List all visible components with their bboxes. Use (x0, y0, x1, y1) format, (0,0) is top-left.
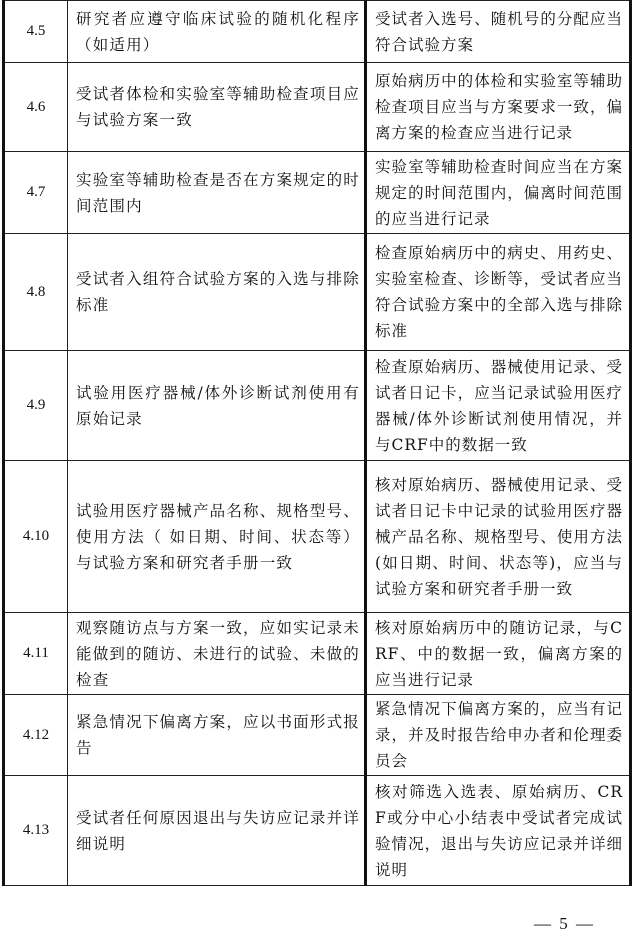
page-number: — 5 — (534, 914, 595, 933)
table-row (4, 63, 631, 152)
inspection-method: 原始病历中的体检和实验室等辅助检查项目应当与方案要求一致，偏离方案的检查应当进行记录 (375, 72, 623, 142)
inspection-method: 检查原始病历中的病史、用药史、实验室检查、诊断等，受试者应当符合试验方案中的全部入选与排除标准 (375, 244, 623, 340)
inspection-item: 受试者入组符合试验方案的入选与排除标准 (76, 270, 360, 314)
inspection-method: 核对原始病历中的随访记录，与CRF、中的数据一致，偏离方案的应当进行记录 (375, 618, 623, 689)
inspection-method: 受试者入选号、随机号的分配应当符合试验方案 (375, 9, 623, 54)
item-number: 4.13 (4, 776, 68, 886)
inspection-item: 实验室等辅助检查是否在方案规定的时间范围内 (76, 170, 360, 215)
item-number: 4.8 (4, 234, 68, 351)
table-row (4, 461, 631, 613)
inspection-method: 紧急情况下偏离方案的，应当有记录，并及时报告给申办者和伦理委员会 (375, 700, 623, 770)
table-row (4, 776, 631, 886)
inspection-method: 核对筛选入选表、原始病历、CRF或分中心小结表中受试者完成试验情况，退出与失访应记录并详细说明 (375, 782, 623, 879)
inspection-method: 检查原始病历、器械使用记录、受试者日记卡，应当记录试验用医疗器械/体外诊断试剂使用情况，并与CRF中的数据一致 (375, 357, 623, 454)
item-number: 4.5 (4, 1, 68, 63)
item-number: 4.11 (4, 613, 68, 695)
table-row (4, 234, 631, 351)
inspection-item: 受试者体检和实验室等辅助检查项目应与试验方案一致 (76, 85, 360, 129)
table-row (4, 351, 631, 461)
item-number: 4.6 (4, 63, 68, 152)
inspection-table (2, 0, 632, 886)
inspection-item: 受试者任何原因退出与失访应记录并详细说明 (76, 808, 360, 853)
inspection-method: 实验室等辅助检查时间应当在方案规定的时间范围内，偏离时间范围的应当进行记录 (375, 157, 623, 228)
item-number: 4.10 (4, 461, 68, 613)
inspection-method: 核对原始病历、器械使用记录、受试者日记卡中记录的试验用医疗器械产品名称、规格型号、使用方法(如日期、时间、状态等)，应当与试验方案和研究者手册一致 (375, 475, 623, 598)
table-row (4, 613, 631, 695)
inspection-item: 研究者应遵守临床试验的随机化程序（如适用） (76, 9, 360, 54)
item-number: 4.9 (4, 351, 68, 461)
item-number: 4.7 (4, 152, 68, 234)
inspection-item: 观察随访点与方案一致，应如实记录未能做到的随访、未进行的试验、未做的检查 (76, 618, 360, 689)
item-number: 4.12 (4, 695, 68, 776)
inspection-item: 试验用医疗器械/体外诊断试剂使用有原始记录 (76, 383, 360, 428)
inspection-item: 紧急情况下偏离方案，应以书面形式报告 (76, 713, 360, 757)
inspection-item: 试验用医疗器械产品名称、规格型号、使用方法（ 如日期、时间、状态等）与试验方案和研究者手册一致 (76, 501, 360, 572)
table-row (4, 1, 631, 63)
table-row (4, 695, 631, 776)
table-row (4, 152, 631, 234)
